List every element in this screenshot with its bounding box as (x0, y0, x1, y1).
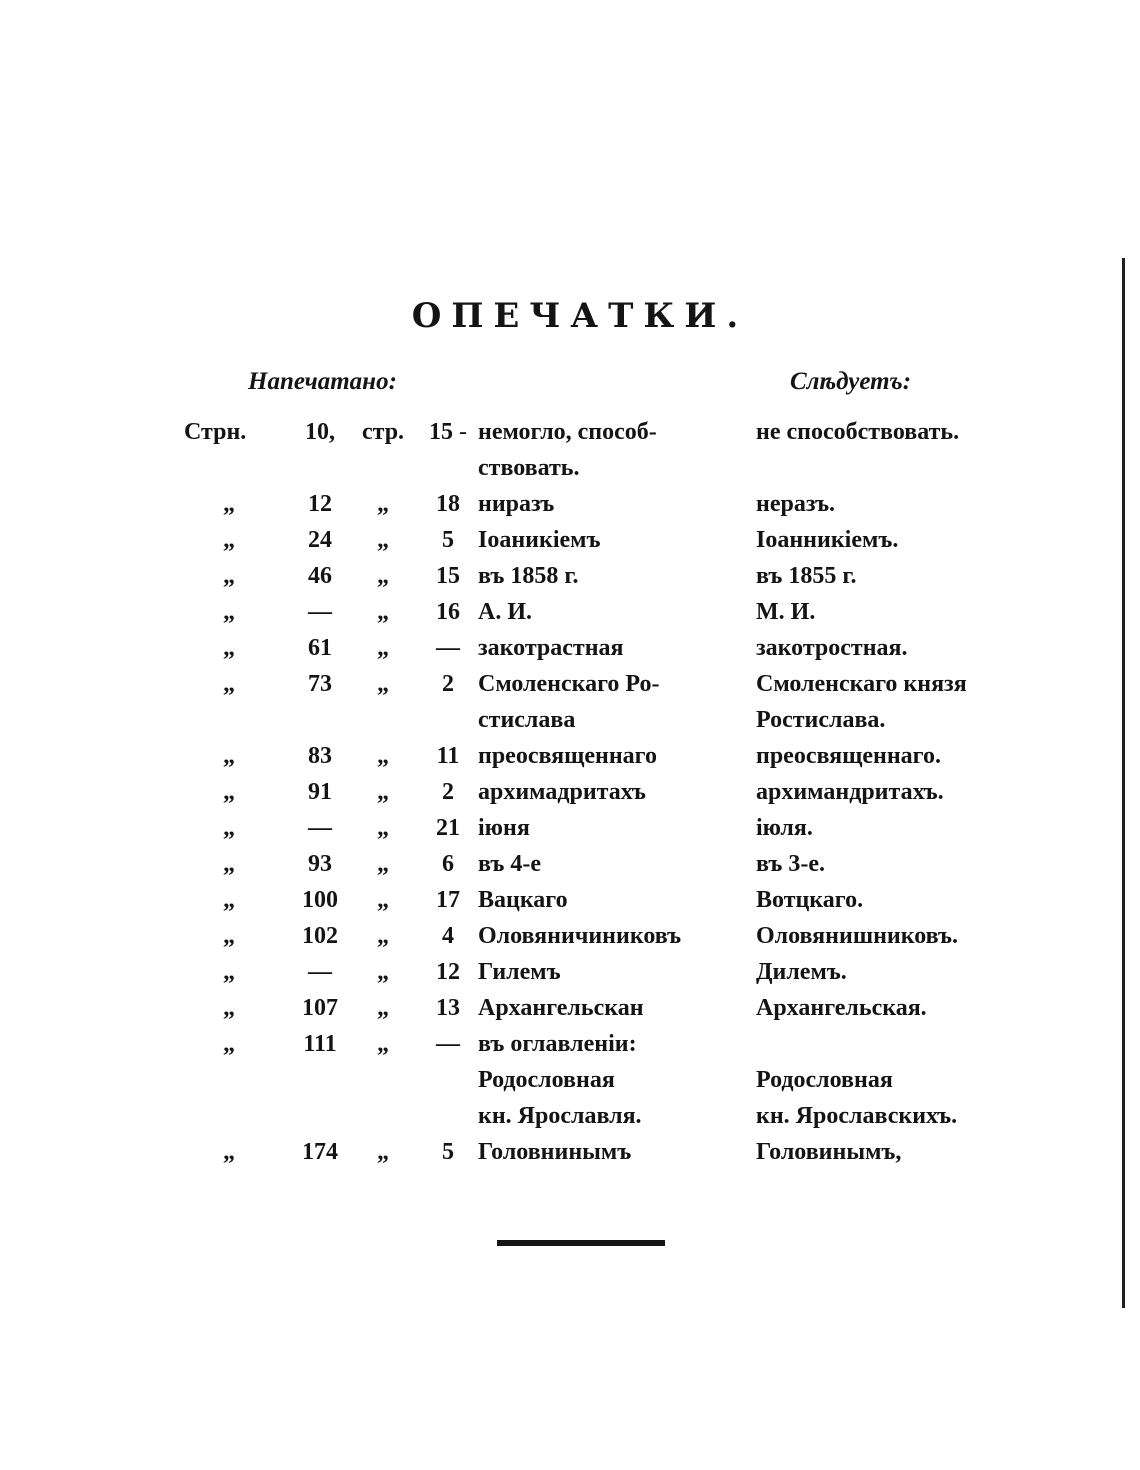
line-label: „ (377, 527, 389, 553)
printed-text: архимадритахъ (478, 779, 646, 805)
line-number (418, 990, 478, 1026)
line-label: „ (377, 1139, 389, 1165)
correct-text: іюля. (756, 815, 813, 841)
line-label (348, 450, 418, 486)
page-label: „ (223, 923, 235, 949)
printed-text: Смоленскаго Ро- (478, 671, 660, 697)
line-number-value: 2 (442, 671, 454, 697)
correct-text: Оловянишниковъ. (756, 923, 959, 949)
correct-text: Архангельская. (756, 995, 927, 1021)
errata-row (184, 450, 1006, 486)
line-label: „ (377, 671, 389, 697)
line-number (418, 1026, 478, 1062)
correct-text: Смоленскаго князя (756, 671, 967, 697)
printed-text: преосвященнаго (478, 743, 657, 769)
line-number (418, 486, 478, 522)
errata-row (184, 1134, 1006, 1170)
correct-text: Вотцкаго. (756, 887, 864, 913)
page-number: 93 (308, 851, 332, 877)
correct-text: не способствовать. (756, 419, 960, 445)
line-label (348, 1098, 418, 1134)
page-label (184, 1062, 292, 1098)
line-label: „ (377, 851, 389, 877)
line-label: „ (377, 779, 389, 805)
end-rule (497, 1240, 665, 1246)
line-number (418, 630, 478, 666)
header-should-be: Слѣдуетъ: (790, 368, 912, 395)
errata-row (184, 486, 1006, 522)
page-label: „ (223, 743, 235, 769)
line-number (418, 738, 478, 774)
errata-row (184, 990, 1006, 1026)
errata-row (184, 702, 1006, 738)
line-number-value: 2 (442, 779, 454, 805)
page-number: 111 (303, 1031, 337, 1057)
printed-text: Вацкаго (478, 887, 568, 913)
errata-row (184, 1026, 1006, 1062)
line-number-value: 13 (436, 995, 460, 1021)
line-label: „ (377, 923, 389, 949)
page-number (292, 1062, 348, 1098)
errata-row (184, 1062, 1006, 1098)
correct-text: Головинымъ, (756, 1139, 902, 1165)
line-label (348, 1062, 418, 1098)
line-label: „ (377, 599, 389, 625)
printed-text: немогло, способ- (478, 419, 657, 445)
line-number (418, 1134, 478, 1170)
line-number-value: 5 (442, 527, 454, 553)
line-number-value: 5 (442, 1139, 454, 1165)
line-label: стр. (361, 419, 405, 445)
printed-text: въ оглавленіи: (478, 1031, 637, 1057)
line-number (418, 918, 478, 954)
page-number: 102 (302, 923, 338, 949)
page-label: „ (223, 491, 235, 517)
line-label: „ (377, 491, 389, 517)
correct-text: закотростная. (756, 635, 908, 661)
errata-row (184, 810, 1006, 846)
errata-row (184, 414, 1006, 450)
line-label: „ (377, 743, 389, 769)
line-number (418, 810, 478, 846)
page-number: 10, (305, 419, 335, 445)
line-label: „ (377, 887, 389, 913)
errata-body (184, 414, 1006, 1170)
line-number (418, 450, 478, 486)
errata-row (184, 594, 1006, 630)
page-number: — (308, 959, 332, 985)
page-label: „ (223, 563, 235, 589)
line-number (418, 846, 478, 882)
line-label: „ (377, 815, 389, 841)
printed-text: ствовать. (478, 455, 580, 481)
line-label: „ (377, 563, 389, 589)
correct-text: въ 3-е. (756, 851, 825, 877)
errata-row (184, 1098, 1006, 1134)
line-label: „ (377, 995, 389, 1021)
printed-text: въ 4-е (478, 851, 541, 877)
printed-text: іюня (478, 815, 530, 841)
page-number: 100 (302, 887, 338, 913)
correct-text: въ 1855 г. (756, 563, 857, 589)
page-number: 91 (308, 779, 332, 805)
page-label: „ (223, 599, 235, 625)
page-number: 107 (302, 995, 338, 1021)
correct-text: неразъ. (756, 491, 836, 517)
correct-text: кн. Ярославскихъ. (756, 1103, 958, 1129)
line-number (418, 1062, 478, 1098)
printed-text: Іоаникіемъ (478, 527, 601, 553)
line-number-value: 15 (429, 419, 453, 445)
errata-row (184, 630, 1006, 666)
page-number: 174 (302, 1139, 338, 1165)
line-label (348, 702, 418, 738)
line-label: „ (377, 1031, 389, 1057)
line-label: „ (377, 959, 389, 985)
line-number (418, 882, 478, 918)
page-number: 24 (308, 527, 332, 553)
line-number (418, 774, 478, 810)
line-number-value: 16 (436, 599, 460, 625)
page-label: „ (223, 995, 235, 1021)
line-number-value: 4 (442, 923, 454, 949)
correct-text (756, 1026, 1006, 1062)
line-number (418, 558, 478, 594)
line-label: „ (377, 635, 389, 661)
line-number (418, 1098, 478, 1134)
errata-row (184, 522, 1006, 558)
errata-row (184, 558, 1006, 594)
errata-row (184, 666, 1006, 702)
line-number-value: 11 (436, 743, 460, 769)
line-number (418, 414, 478, 450)
page-number: 73 (308, 671, 332, 697)
line-number-value: 6 (442, 851, 454, 877)
printed-text: закотрастная (478, 635, 624, 661)
line-number-value: — (436, 635, 460, 661)
page-number: 46 (308, 563, 332, 589)
correct-text: Дилемъ. (756, 959, 847, 985)
page-number: 61 (308, 635, 332, 661)
line-number-value: 17 (436, 887, 460, 913)
line-number (418, 702, 478, 738)
correct-text: Іоанникіемъ. (756, 527, 899, 553)
header-printed: Напечатано: (248, 368, 397, 395)
page-label (184, 450, 292, 486)
line-number-value: 15 (436, 563, 460, 589)
printed-text: стислава (478, 707, 576, 733)
errata-row (184, 738, 1006, 774)
line-number (418, 594, 478, 630)
page-label: Стрн. (184, 419, 247, 445)
page-label: „ (223, 851, 235, 877)
page-label: „ (223, 527, 235, 553)
printed-text: Головнинымъ (478, 1139, 632, 1165)
errata-row (184, 774, 1006, 810)
page-number: 83 (308, 743, 332, 769)
page-number: — (308, 599, 332, 625)
line-number-value: — (436, 1031, 460, 1057)
page-label: „ (223, 815, 235, 841)
page-label: „ (223, 671, 235, 697)
page-edge-line (1122, 258, 1125, 1308)
printed-text: Родословная (478, 1067, 615, 1093)
printed-text: А. И. (478, 599, 532, 625)
page-label: „ (223, 887, 235, 913)
separator-dash: - (459, 419, 467, 445)
page-number (292, 450, 348, 486)
correct-text: Ростислава. (756, 707, 886, 733)
errata-row (184, 846, 1006, 882)
printed-text: кн. Ярославля. (478, 1103, 642, 1129)
correct-text: архимандритахъ. (756, 779, 944, 805)
printed-text: Архангельскан (478, 995, 644, 1021)
correct-text: М. И. (756, 599, 816, 625)
page-label: „ (223, 959, 235, 985)
errata-row (184, 918, 1006, 954)
page-label (184, 702, 292, 738)
page-label: „ (223, 779, 235, 805)
page-number (292, 1098, 348, 1134)
page-number (292, 702, 348, 738)
page-number: 12 (308, 491, 332, 517)
errata-row (184, 954, 1006, 990)
page-label: „ (223, 1031, 235, 1057)
correct-text: преосвященнаго. (756, 743, 941, 769)
errata-row (184, 882, 1006, 918)
line-number (418, 666, 478, 702)
page-label (184, 1098, 292, 1134)
line-number-value: 12 (436, 959, 460, 985)
line-number (418, 954, 478, 990)
printed-text: Оловяничиниковъ (478, 923, 682, 949)
page-label: „ (223, 635, 235, 661)
correct-text: Родословная (756, 1067, 893, 1093)
line-number (418, 522, 478, 558)
line-number-value: 18 (436, 491, 460, 517)
printed-text: Гилемъ (478, 959, 561, 985)
correct-text (756, 450, 1006, 486)
page-label: „ (223, 1139, 235, 1165)
page-number: — (308, 815, 332, 841)
printed-text: ниразъ (478, 491, 555, 517)
printed-text: въ 1858 г. (478, 563, 579, 589)
errata-table (184, 414, 1006, 1170)
line-number-value: 21 (436, 815, 460, 841)
page-title: ОПЕЧАТКИ. (411, 296, 749, 336)
